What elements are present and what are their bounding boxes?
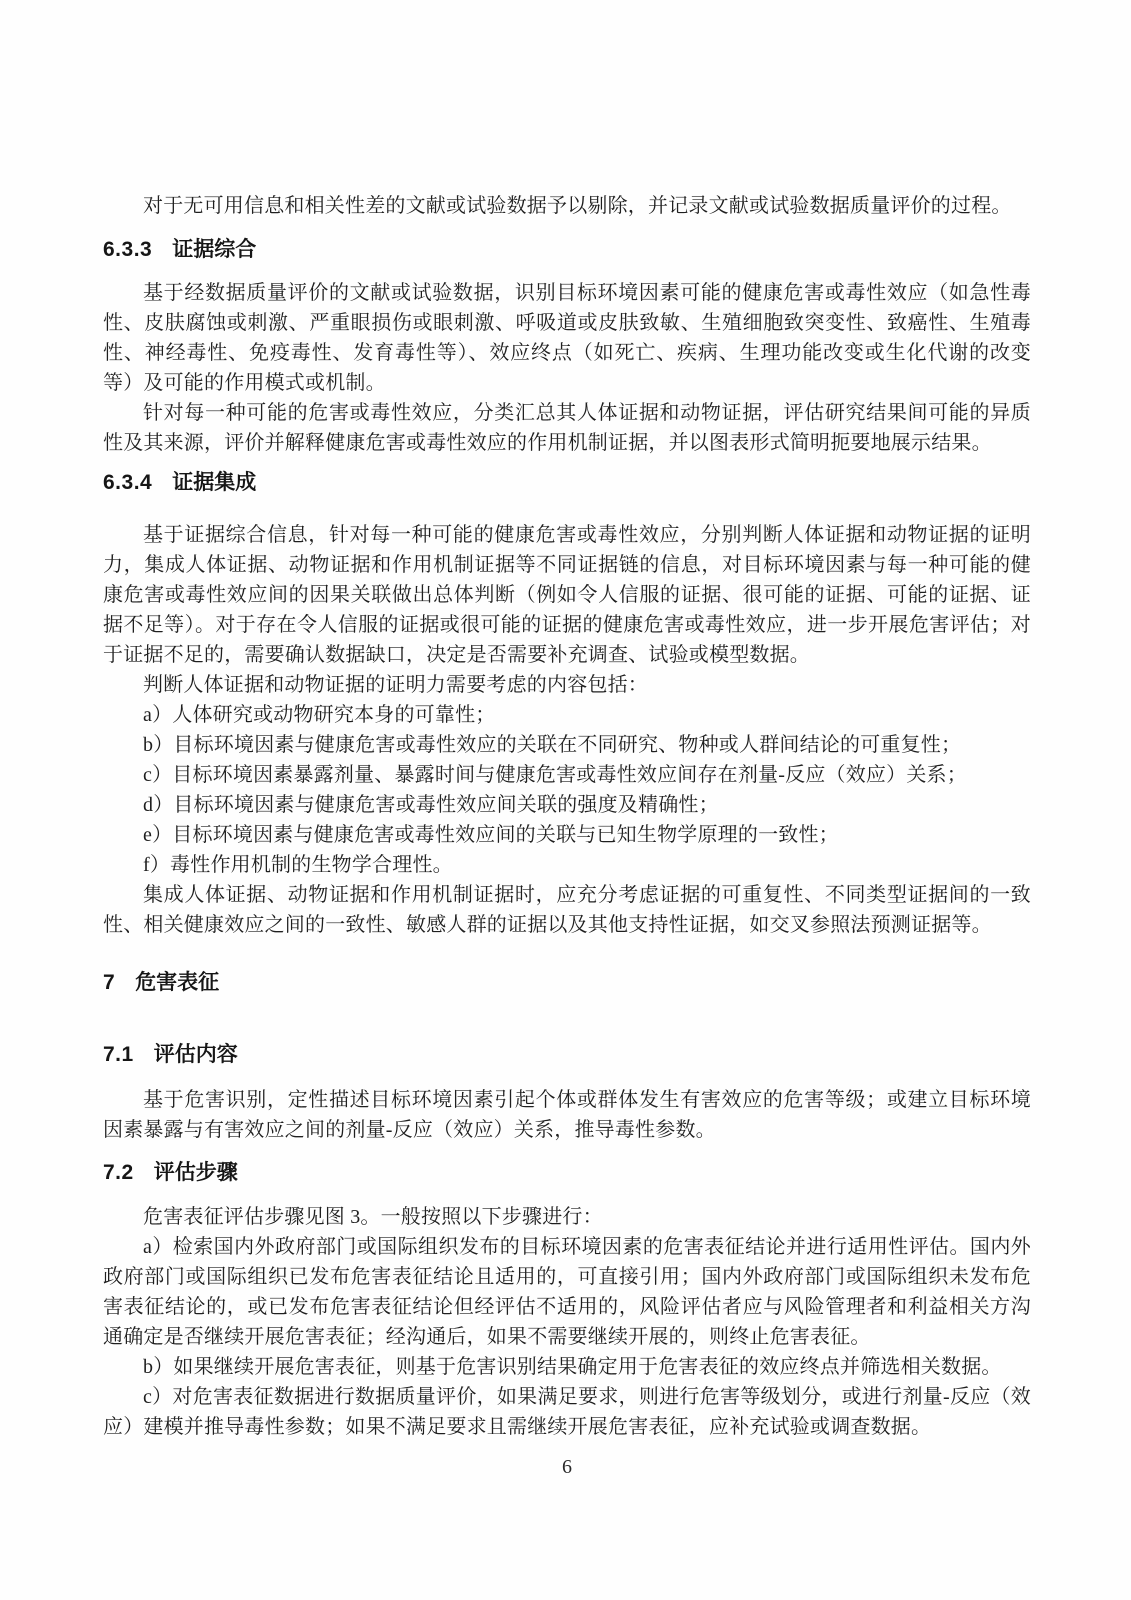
heading-7 (103, 970, 1031, 996)
heading-number: 7 (103, 971, 116, 994)
paragraph-step-a: a）检索国内外政府部门或国际组织发布的目标环境因素的危害表征结论并进行适用性评估。国内外政府部门或国际组织已发布危害表征结论且适用的，可直接引用；国内外政府部门或国际组织未发布危害表征结论的，或已发布危害表征结论但经评估不适用的，风险评估者应与风险管理者和利益相关方沟通确定是否继续开展危害表征；经沟通后，如果不需要继续开展的，则终止危害表征。 (103, 1236, 1031, 1348)
heading-6-3-4 (103, 470, 1031, 496)
paragraph-assessment-content: 基于危害识别，定性描述目标环境因素引起个体或群体发生有害效应的危害等级；或建立目标环境因素暴露与有害效应之间的剂量-反应（效应）关系，推导毒性参数。 (103, 1089, 1031, 1141)
heading-number: 6.3.4 (103, 471, 153, 494)
paragraph-step-b: b）如果继续开展危害表征，则基于危害识别结果确定用于危害表征的效应终点并筛选相关数据。 (143, 1356, 1002, 1378)
paragraph-data-quality-note: 对于无可用信息和相关性差的文献或试验数据予以剔除，并记录文献或试验数据质量评价的过程。 (143, 195, 1012, 217)
heading-title: 证据综合 (172, 238, 257, 261)
list-item-c: c）目标环境因素暴露剂量、暴露时间与健康危害或毒性效应间存在剂量-反应（效应）关系； (143, 764, 967, 786)
list-item-e: e）目标环境因素与健康危害或毒性效应间的关联与已知生物学原理的一致性； (143, 824, 839, 846)
heading-number: 7.1 (103, 1043, 134, 1066)
heading-title: 评估步骤 (153, 1161, 238, 1184)
heading-title: 危害表征 (135, 971, 220, 994)
paragraph-steps-intro: 危害表征评估步骤见图 3。一般按照以下步骤进行： (143, 1206, 603, 1228)
page-number: 6 (562, 1456, 572, 1478)
heading-title: 评估内容 (153, 1043, 238, 1066)
paragraph-step-c: c）对危害表征数据进行数据质量评价，如果满足要求，则进行危害等级划分，或进行剂量-反应（效应）建模并推导毒性参数；如果不满足要求且需继续开展危害表征，应补充试验或调查数据。 (103, 1386, 1031, 1438)
heading-number: 7.2 (103, 1161, 134, 1184)
heading-7-1 (103, 1042, 1031, 1068)
paragraph-evidence-synthesis-2: 针对每一种可能的危害或毒性效应，分类汇总其人体证据和动物证据，评估研究结果间可能的异质性及其来源，评价并解释健康危害或毒性效应的作用机制证据，并以图表形式简明扼要地展示结果。 (103, 402, 1031, 454)
list-item-b: b）目标环境因素与健康危害或毒性效应的关联在不同研究、物种或人群间结论的可重复性； (143, 734, 962, 756)
paragraph-evidence-synthesis-1: 基于经数据质量评价的文献或试验数据，识别目标环境因素可能的健康危害或毒性效应（如急性毒性、皮肤腐蚀或刺激、严重眼损伤或眼刺激、呼吸道或皮肤致敏、生殖细胞致突变性、致癌性、生殖毒性、神经毒性、免疫毒性、发育毒性等）、效应终点（如死亡、疾病、生理功能改变或生化代谢的改变等）及可能的作用模式或机制。 (103, 282, 1031, 394)
list-item-d: d）目标环境因素与健康危害或毒性效应间关联的强度及精确性； (143, 794, 719, 816)
list-item-f: f）毒性作用机制的生物学合理性。 (143, 854, 453, 876)
heading-6-3-3 (103, 237, 1031, 263)
paragraph-evidence-integration-2: 集成人体证据、动物证据和作用机制证据时，应充分考虑证据的可重复性、不同类型证据间的一致性、相关健康效应之间的一致性、敏感人群的证据以及其他支持性证据，如交叉参照法预测证据等。 (103, 884, 1031, 936)
heading-title: 证据集成 (172, 471, 257, 494)
paragraph-evidence-criteria-intro: 判断人体证据和动物证据的证明力需要考虑的内容包括： (143, 674, 648, 696)
heading-number: 6.3.3 (103, 238, 153, 261)
list-item-a: a）人体研究或动物研究本身的可靠性； (143, 704, 496, 726)
paragraph-evidence-integration-1: 基于证据综合信息，针对每一种可能的健康危害或毒性效应，分别判断人体证据和动物证据的证明力，集成人体证据、动物证据和作用机制证据等不同证据链的信息，对目标环境因素与每一种可能的健康危害或毒性效应间的因果关联做出总体判断（例如令人信服的证据、很可能的证据、可能的证据、证据不足等）。对于存在令人信服的证据或很可能的证据的健康危害或毒性效应，进一步开展危害评估；对于证据不足的，需要确认数据缺口，决定是否需要补充调查、试验或模型数据。 (103, 524, 1031, 666)
heading-7-2 (103, 1160, 1031, 1186)
